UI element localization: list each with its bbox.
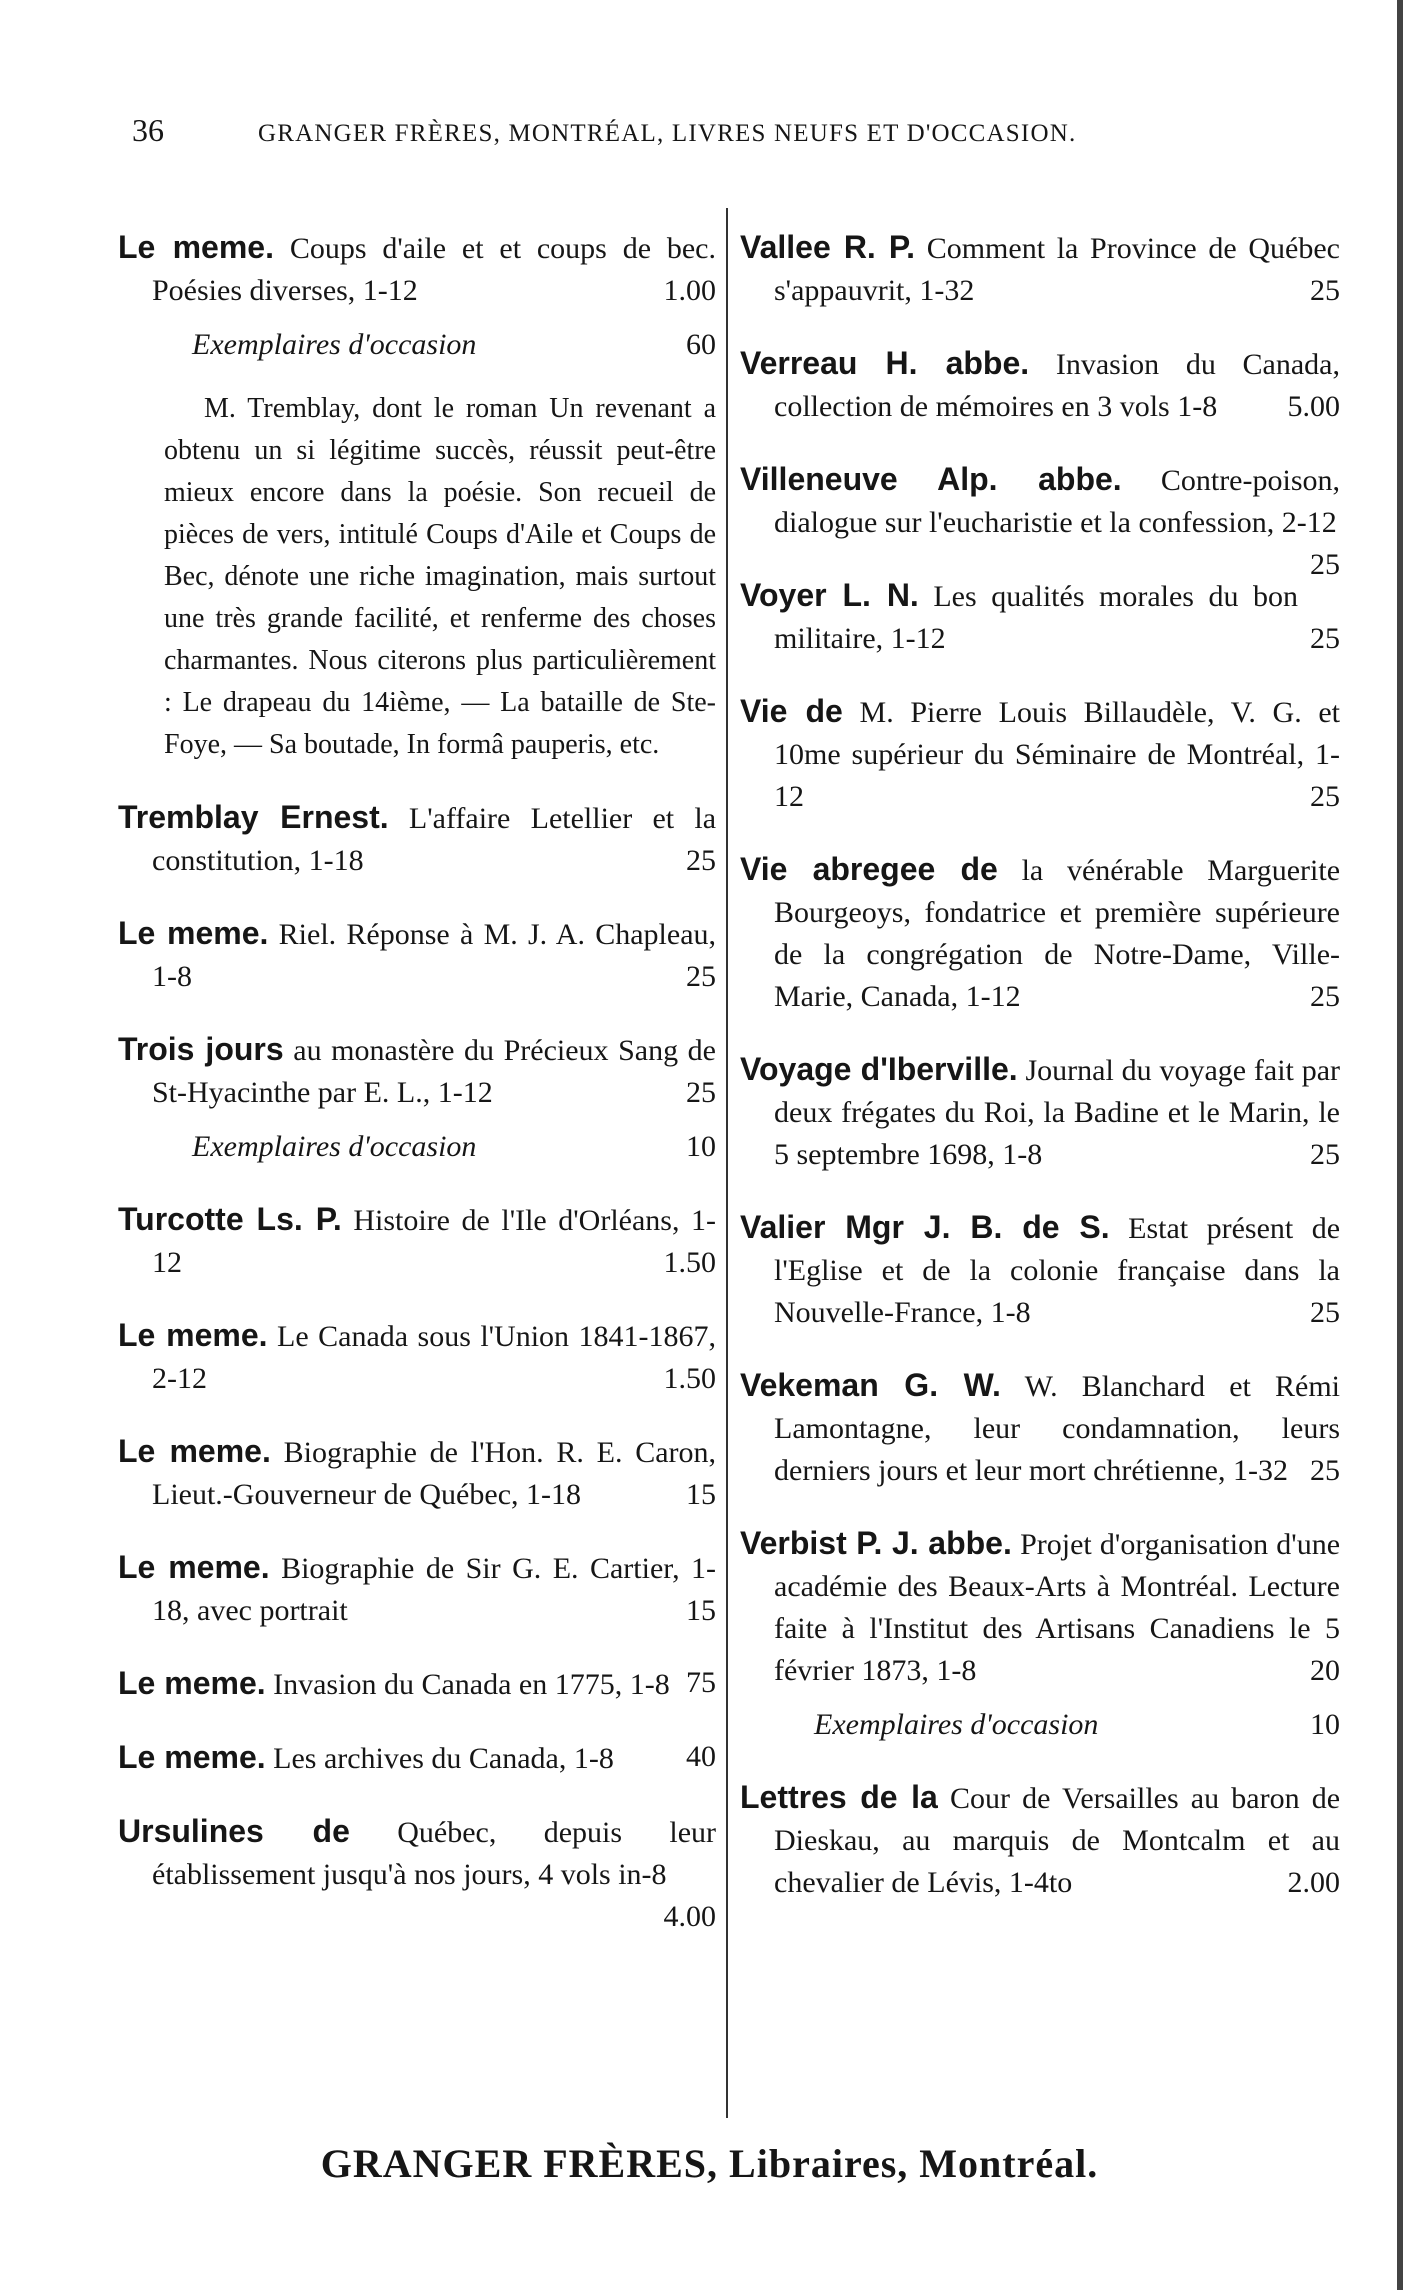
entry-description: Invasion du Canada en 1775, 1-8 — [273, 1668, 670, 1701]
entry-description: Cour de Versailles au baron de Dieskau, au marquis de Montcalm et au chevalier de Lévis, 1-4to — [774, 1782, 1341, 1899]
entry-heading: Le meme. — [118, 1433, 271, 1469]
publisher-footer: GRANGER FRÈRES, Libraires, Montréal. — [320, 2141, 1099, 2186]
catalog-entry — [740, 1522, 1340, 1692]
entry-description: W. Blanchard et Rémi Lamontagne, leur condamnation, leurs derniers jours et leur mort chrétienne, 1-32 — [774, 1370, 1340, 1487]
entry-description: Journal du voyage fait par deux frégates du Roi, la Badine et le Marin, le 5 septembre 1698, 1-8 — [774, 1054, 1341, 1171]
entry-heading: Vallee R. P. — [740, 229, 916, 265]
entry-price: 75 — [686, 1666, 716, 1699]
catalog-entry — [118, 1662, 716, 1706]
entry-heading: Ursulines de — [118, 1813, 350, 1849]
entry-price: 15 — [686, 1478, 716, 1511]
used-copies-label: Exemplaires d'occasion — [192, 1130, 477, 1163]
entry-heading: Lettres de la — [740, 1779, 938, 1815]
catalog-entry — [118, 1028, 716, 1114]
used-copies-price: 60 — [686, 328, 716, 361]
entry-description: au monastère du Précieux Sang de St-Hyacinthe par E. L., 1-12 — [152, 1034, 716, 1109]
catalog-entry — [740, 574, 1340, 660]
entry-price: 4.00 — [663, 1900, 716, 1933]
entry-price: 1.00 — [663, 274, 716, 307]
entry-heading: Vekeman G. W. — [740, 1367, 1001, 1403]
catalog-entry — [118, 1546, 716, 1632]
scan-edge — [1397, 0, 1403, 2290]
entry-heading: Villeneuve Alp. abbe. — [740, 461, 1122, 497]
entry-heading: Le meme. — [118, 1317, 268, 1353]
entry-price: 25 — [686, 1076, 716, 1109]
entry-heading: Verreau H. abbe. — [740, 345, 1030, 381]
catalog-entry — [740, 458, 1340, 581]
entry-description: Biographie de Sir G. E. Cartier, 1-18, avec portrait — [152, 1552, 717, 1627]
used-copies-line — [192, 1126, 716, 1168]
entry-description: Coups d'aile et et coups de bec. Poésies diverses, 1-12 — [152, 232, 716, 307]
entry-heading: Tremblay Ernest. — [118, 799, 389, 835]
entry-price: 40 — [686, 1740, 716, 1773]
running-head: GRANGER FRÈRES, MONTRÉAL, LIVRES NEUFS ET D'OCCASION. — [258, 120, 1077, 147]
entry-heading: Turcotte Ls. P. — [118, 1201, 342, 1237]
entry-price: 1.50 — [663, 1362, 716, 1395]
entry-price: 25 — [1310, 274, 1340, 307]
entry-price: 25 — [1310, 622, 1340, 655]
used-copies-line — [814, 1704, 1340, 1746]
review-note: M. Tremblay, dont le roman Un revenant a obtenu un si légitime succès, réussit peut-être mieux encore dans la poésie. Son recueil de pièces de vers, intitulé Coups d'Aile et Coups de Bec, dénote une riche imagination, mais surtout une très grande facilité, et renferme des choses charmantes. Nous citerons plus particulièrement : Le drapeau du 14ième, — La bataille de Ste-Foye, — Sa boutade, In formâ pauperis, etc. — [164, 393, 716, 760]
entry-price: 25 — [1310, 980, 1340, 1013]
used-copies-label: Exemplaires d'occasion — [814, 1708, 1099, 1741]
entry-heading: Le meme. — [118, 1739, 266, 1775]
entry-price: 1.50 — [663, 1246, 716, 1279]
entry-heading: Verbist P. J. abbe. — [740, 1525, 1012, 1561]
entry-heading: Voyage d'Iberville. — [740, 1051, 1018, 1087]
entry-heading: Trois jours — [118, 1031, 284, 1067]
entry-description: Les qualités morales du bon militaire, 1-12 — [774, 580, 1299, 655]
catalog-entry — [118, 1198, 716, 1284]
catalog-entry — [740, 1364, 1340, 1492]
used-copies-label: Exemplaires d'occasion — [192, 328, 477, 361]
entry-description: Invasion du Canada, collection de mémoires en 3 vols 1-8 — [774, 348, 1340, 423]
entry-description: Contre-poison, dialogue sur l'eucharistie et la confession, 2-12 — [774, 464, 1340, 539]
catalog-entry — [118, 1736, 716, 1780]
entry-heading: Valier Mgr J. B. de S. — [740, 1209, 1110, 1245]
catalog-entry — [118, 1314, 716, 1400]
entry-heading: Le meme. — [118, 1549, 270, 1585]
entry-heading: Le meme. — [118, 229, 274, 265]
entry-price: 25 — [686, 844, 716, 877]
page-number: 36 — [132, 112, 164, 148]
entry-description: Riel. Réponse à M. J. A. Chapleau, 1-8 — [152, 918, 717, 993]
entry-price: 25 — [1310, 548, 1340, 581]
entry-description: M. Pierre Louis Billaudèle, V. G. et 10me supérieur du Séminaire de Montréal, 1-12 — [774, 696, 1341, 813]
entry-heading: Vie abregee de — [740, 851, 998, 887]
entry-heading: Le meme. — [118, 1665, 266, 1701]
entry-price: 25 — [1310, 780, 1340, 813]
entry-description: Estat présent de l'Eglise et de la colonie française dans la Nouvelle-France, 1-8 — [774, 1212, 1341, 1329]
entry-description: Projet d'organisation d'une académie des Beaux-Arts à Montréal. Lecture faite à l'Institut des Artisans Canadiens le 5 février 1873, 1-8 — [774, 1528, 1341, 1687]
page-header — [132, 112, 1192, 162]
entry-price: 5.00 — [1287, 390, 1340, 423]
entry-description: Québec, depuis leur établissement jusqu'à nos jours, 4 vols in-8 — [152, 1816, 717, 1891]
entry-heading: Vie de — [740, 693, 843, 729]
catalog-entry — [118, 796, 716, 882]
catalog-entry — [740, 1776, 1340, 1904]
entry-price: 25 — [686, 960, 716, 993]
catalog-entry — [740, 226, 1340, 312]
catalog-entry — [740, 1048, 1340, 1176]
catalog-entry — [740, 848, 1340, 1018]
entry-price: 25 — [1310, 1454, 1340, 1487]
entry-description: Comment la Province de Québec s'appauvrit, 1-32 — [774, 232, 1340, 307]
catalog-entry — [118, 1810, 717, 1933]
entry-description: Les archives du Canada, 1-8 — [273, 1742, 614, 1775]
column-divider — [726, 208, 728, 2118]
entry-description: Biographie de l'Hon. R. E. Caron, Lieut.-Gouverneur de Québec, 1-18 — [152, 1436, 717, 1511]
used-copies-price: 10 — [1310, 1708, 1340, 1741]
entry-description: Le Canada sous l'Union 1841-1867, 2-12 — [152, 1320, 716, 1395]
entry-description: la vénérable Marguerite Bourgeoys, fondatrice et première supérieure de la congrégation de Notre-Dame, Ville-Marie, Canada, 1-12 — [774, 854, 1341, 1013]
catalog-entry — [740, 342, 1340, 428]
entry-description: L'affaire Letellier et la constitution, 1-18 — [152, 802, 717, 877]
entry-price: 25 — [1310, 1296, 1340, 1329]
used-copies-line — [192, 324, 716, 366]
entry-price: 25 — [1310, 1138, 1340, 1171]
left-column — [118, 196, 716, 1938]
catalog-entry — [118, 226, 716, 312]
catalog-entry — [740, 1206, 1340, 1334]
entry-heading: Le meme. — [118, 915, 269, 951]
used-copies-price: 10 — [686, 1130, 716, 1163]
right-column — [740, 196, 1340, 1924]
entry-heading: Voyer L. N. — [740, 577, 919, 613]
entry-description: Histoire de l'Ile d'Orléans, 1-12 — [152, 1204, 716, 1279]
entry-price: 20 — [1310, 1654, 1340, 1687]
entry-price: 2.00 — [1287, 1866, 1340, 1899]
catalog-entry — [118, 912, 716, 998]
catalog-entry — [740, 690, 1340, 818]
catalog-entry — [118, 1430, 716, 1516]
entry-price: 15 — [686, 1594, 716, 1627]
